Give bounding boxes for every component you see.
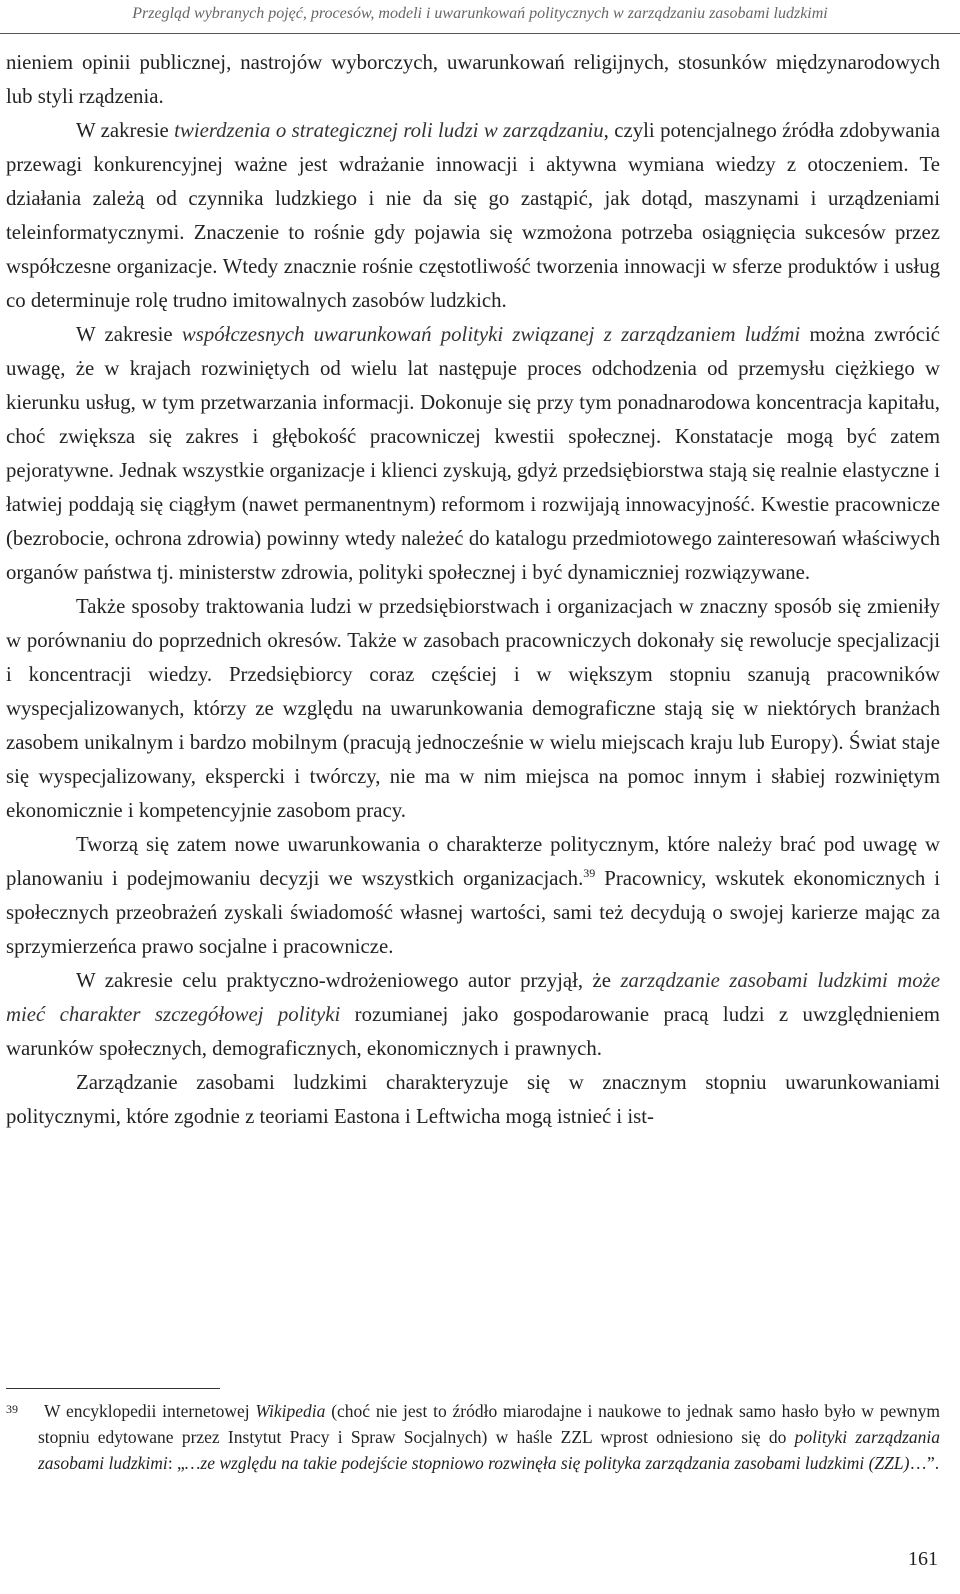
paragraph-4-text: Także sposoby traktowania ludzi w przedsiębiorstwach i organizacjach w znaczny sposób się zmieniły w porównaniu do poprzednich okresów. Także w zasobach pracowniczych dokonały się rewolucje specjalizacji i koncentracji wiedzy. Przedsiębiorcy coraz częściej i w większym stopniu szanują pracowników wyspecjalizowanych, którzy ze względu na uwarunkowania demograficzne stają się w niektórych branżach zasobem unikalnym i bardzo mobilnym (pracują jednocześnie w wielu miejscach kraju lub Europy). Świat staje się wyspecjalizowany, ekspercki i twórczy, nie ma w nim miejsca na pomoc innym i słabiej rozwiniętym ekonomicznie i kompetencyjnie zasobom pracy. [6,595,940,822]
paragraph-1-text: nieniem opinii publicznej, nastrojów wyborczych, uwarunkowań religijnych, stosunków międzynarodowych lub styli rządzenia. [6,51,940,108]
paragraph-5-text-a: Tworzą się zatem nowe uwarunkowania o charakterze politycznym, które należy brać pod uwagę w planowaniu i podejmowaniu decyzji we wszystkich organizacjach. [6,833,940,890]
footnote-emphasis-quote: …ze względu na takie podejście stopniowo rozwinęła się polityka zarządzania zasobami ludzkimi (ZZL) [184,1453,910,1473]
paragraph-2-text-a: W zakresie [76,119,175,142]
running-header-title: Przegląd wybranych pojęć, procesów, modeli i uwarunkowań politycznych w zarządzaniu zasobami ludzkimi [132,5,828,22]
footnote-emphasis-source: Wikipedia [255,1401,326,1421]
page-number: 161 [908,1548,938,1570]
paragraph-7 [6,1066,940,1134]
footnote-text-a: W encyklopedii internetowej [44,1401,256,1421]
paragraph-1 [6,46,940,114]
paragraph-3-text-a: W zakresie [76,323,182,346]
footnote-text [38,1398,940,1476]
paragraph-6 [6,964,940,1066]
paragraph-2 [6,114,940,318]
paragraph-3-emphasis: współczesnych uwarunkowań polityki związanej z zarządzaniem ludźmi [181,323,801,346]
paragraph-4 [6,590,940,828]
footnote-text-c: : „ [167,1453,185,1473]
footnote-text-d: …”. [909,1453,940,1473]
running-header [0,0,960,34]
paragraph-5 [6,828,940,964]
footnote-text-b: (choć nie jest to źródło miarodajne i naukowe to jednak samo hasło było w pewnym stopniu edytowane przez Instytut Pracy i Spraw Socjalnych) w haśle ZZL wprost odniesiono się do [38,1401,940,1447]
paragraph-6-text-a: W zakresie celu praktyczno-wdrożeniowego autor przyjął, że [76,969,621,992]
footnote-divider [6,1388,220,1389]
paragraph-6-text-b: rozumianej jako gospodarowanie pracą ludzi z uwzględnieniem warunków społecznych, demograficznych, ekonomicznych i prawnych. [6,1003,940,1060]
paragraph-6-emphasis: zarządzanie zasobami ludzkimi może mieć charakter szczegółowej polityki [6,969,940,1026]
paragraph-3 [6,318,940,590]
paragraph-3-text-b: można zwrócić uwagę, że w krajach rozwiniętych od wielu lat następuje proces odchodzenia od przemysłu ciężkiego w kierunku usług, w tym przetwarzania informacji. Dokonuje się przy tym ponadnarodowa koncentracja kapitału, choć zwiększa się zakres i głębokość pracowniczej kwestii społecznej. Konstatacje mogą być zatem pejoratywne. Jednak wszystkie organizacje i klienci zyskują, gdyż przedsiębiorstwa stają się realnie elastyczne i łatwiej poddają się ciągłym (nawet permanentnym) reformom i rozwijają innowacyjność. Kwestie pracownicze (bezrobocie, ochrona zdrowia) powinny wtedy należeć do katalogu przedmiotowego zainteresowań właściwych organów państwa tj. ministerstw zdrowia, polityki społecznej i być dynamiczniej rozwiązywane. [6,323,940,584]
paragraph-5-text-b: Pracownicy, wskutek ekonomicznych i społecznych przeobrażeń zyskali świadomość własnej wartości, sami też decydują o swojej karierze mając za sprzymierzeńca prawo socjalne i pracownicze. [6,867,940,958]
body-text [6,46,940,1134]
footnote-reference[interactable]: 39 [583,866,596,881]
footnote-number: 39 [6,1402,18,1416]
paragraph-7-text: Zarządzanie zasobami ludzkimi charakteryzuje się w znacznym stopniu uwarunkowaniami politycznymi, które zgodnie z teoriami Eastona i Leftwicha mogą istnieć i ist- [6,1071,940,1128]
paragraph-2-emphasis: twierdzenia o strategicznej roli ludzi w zarządzaniu [174,119,604,142]
paragraph-2-text-b: , czyli potencjalnego źródła zdobywania przewagi konkurencyjnej ważne jest wdrażanie innowacji i aktywna wymiana wiedzy z otoczeniem. Te działania zależą od czynnika ludzkiego i nie da się go zastąpić, jak dotąd, maszynami i urządzeniami teleinformatycznymi. Znaczenie to rośnie gdy pojawia się wzmożona potrzeba osiągnięcia sukcesów przez współczesne organizacje. Wtedy znacznie rośnie częstotliwość tworzenia innowacji w sferze produktów i usług co determinuje rolę trudno imitowalnych zasobów ludzkich. [6,119,940,312]
footnote [6,1398,940,1476]
footnote-emphasis-policy: polityki zarządzania zasobami ludzkimi [38,1427,940,1473]
